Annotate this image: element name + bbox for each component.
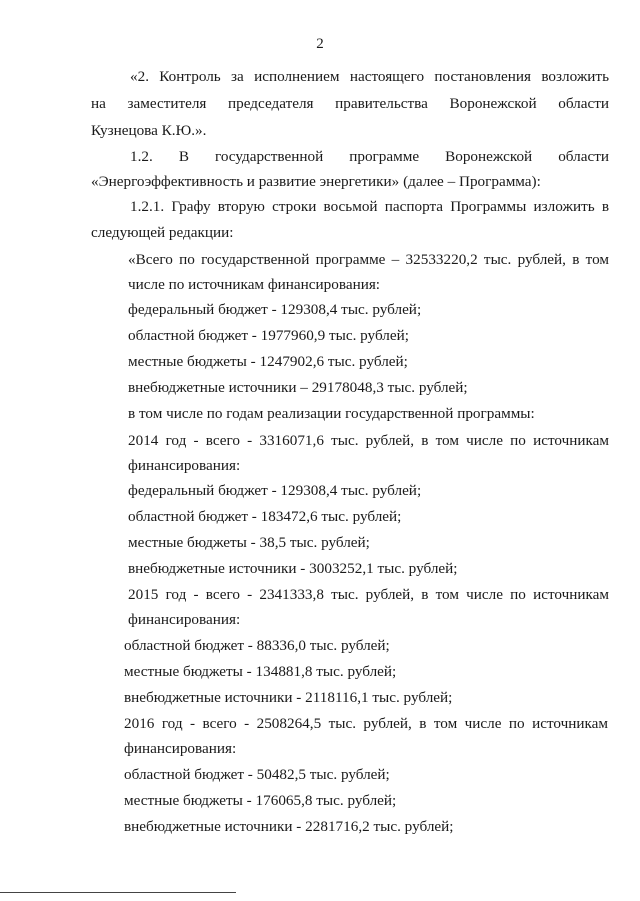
text-line: внебюджетные источники - 3003252,1 тыс. рублей; [128,560,458,577]
text-line: «Всего по государственной программе – 32533220,2 тыс. рублей, в том [128,251,609,268]
text-line: местные бюджеты - 1247902,6 тыс. рублей; [128,353,408,370]
text-line: 2015 год - всего - 2341333,8 тыс. рублей, в том числе по источникам [128,586,609,603]
text-line: финансирования: [128,611,241,628]
text-line: внебюджетные источники - 2118116,1 тыс. рублей; [124,689,453,706]
bottom-rule [0,892,236,893]
text-line: следующей редакции: [91,224,234,241]
text-line: на заместителя председателя правительства Воронежской области [91,95,609,112]
text-line: 1.2. В государственной программе Воронежской области [130,148,609,165]
text-line: финансирования: [128,457,241,474]
text-line: 2016 год - всего - 2508264,5 тыс. рублей, в том числе по источникам [124,715,608,732]
text-line: в том числе по годам реализации государственной программы: [128,405,535,422]
text-line: областной бюджет - 50482,5 тыс. рублей; [124,766,390,783]
text-line: федеральный бюджет - 129308,4 тыс. рублей; [128,301,422,318]
text-line: местные бюджеты - 134881,8 тыс. рублей; [124,663,397,680]
text-line: внебюджетные источники – 29178048,3 тыс. рублей; [128,379,468,396]
text-line: Кузнецова К.Ю.». [91,122,207,139]
text-line: «2. Контроль за исполнением настоящего постановления возложить [130,68,609,85]
text-line: областной бюджет - 88336,0 тыс. рублей; [124,637,390,654]
text-line: 1.2.1. Графу вторую строки восьмой паспорта Программы изложить в [130,198,609,215]
text-line: числе по источникам финансирования: [128,276,381,293]
text-line: местные бюджеты - 38,5 тыс. рублей; [128,534,370,551]
text-line: областной бюджет - 1977960,9 тыс. рублей; [128,327,409,344]
text-line: федеральный бюджет - 129308,4 тыс. рублей; [128,482,422,499]
text-line: финансирования: [124,740,237,757]
text-line: «Энергоэффективность и развитие энергетики» (далее – Программа): [91,173,541,190]
text-line: местные бюджеты - 176065,8 тыс. рублей; [124,792,397,809]
page-number: 2 [316,36,324,52]
text-line: областной бюджет - 183472,6 тыс. рублей; [128,508,402,525]
text-line: 2014 год - всего - 3316071,6 тыс. рублей, в том числе по источникам [128,432,609,449]
text-line: внебюджетные источники - 2281716,2 тыс. рублей; [124,818,454,835]
